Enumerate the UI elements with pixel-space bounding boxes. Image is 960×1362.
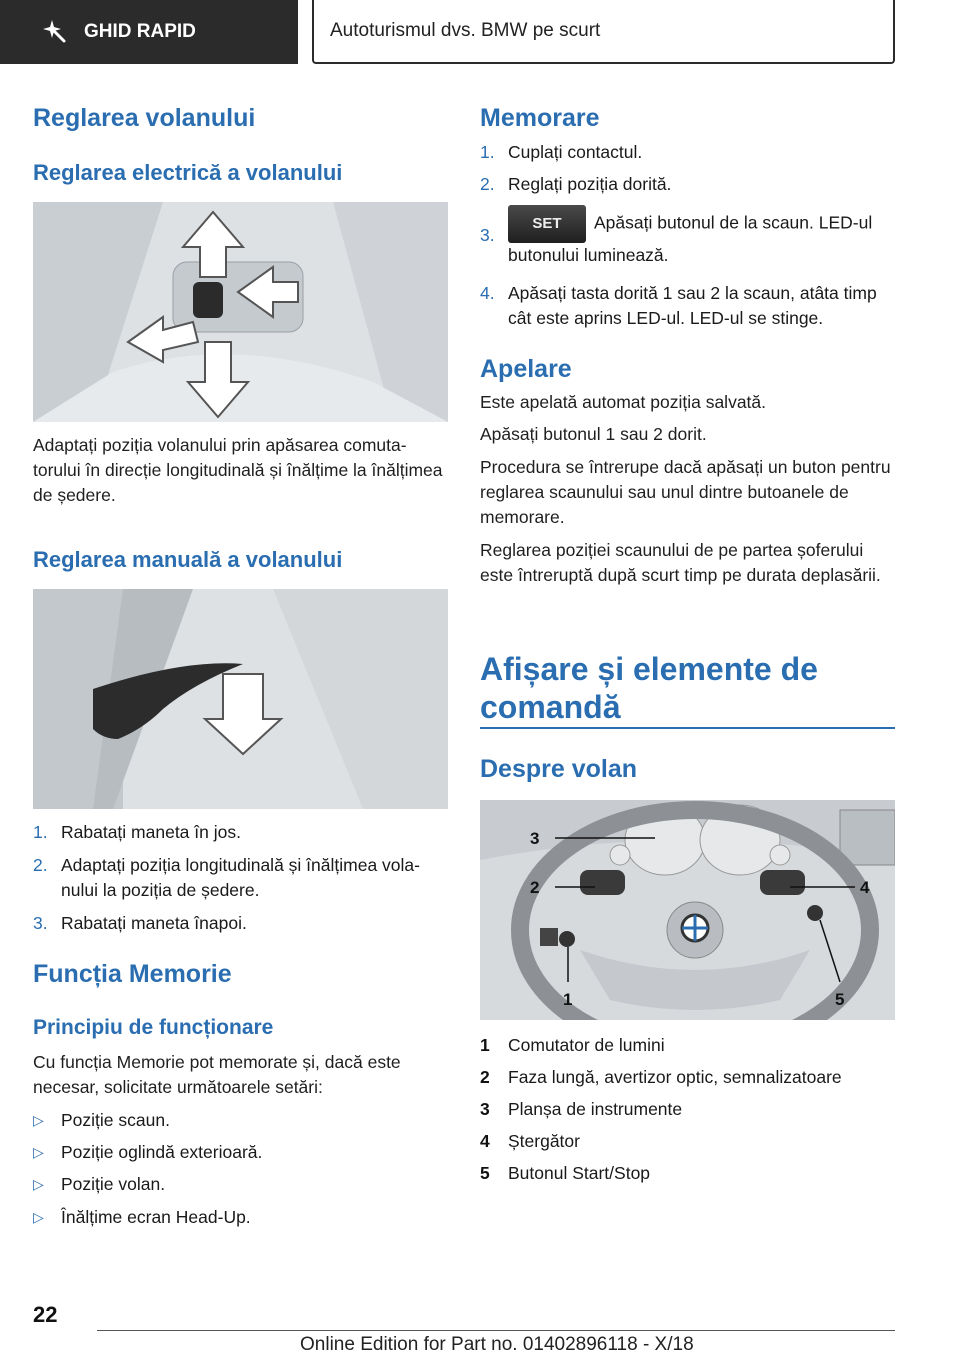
heading-store: Memorare: [480, 104, 600, 132]
recall-text-4: Reglarea poziției scaunului de pe partea șoferului este întreruptă după scurt timp pe durata deplasării.: [480, 540, 881, 585]
list-item: 2. Adaptați poziția longitudinală și înălțimea volanului la poziția de ședere.: [33, 855, 420, 900]
recall-text-1: Este apelată automat poziția salvată.: [480, 392, 767, 412]
list-item: 4 Ștergător: [480, 1131, 580, 1151]
footer-edition: Online Edition for Part no. 01402896118 - X/18: [300, 1334, 694, 1355]
callout-4: 4: [860, 878, 870, 897]
triangle-bullet-icon: ▷: [33, 1112, 44, 1128]
heading-steering-adjust: Reglarea volanului: [33, 104, 256, 132]
quick-guide-tab[interactable]: [0, 0, 298, 64]
steering-wheel-illustration: [480, 800, 895, 1020]
list-item: 4. Apăsați tasta dorită 1 sau 2 la scaun, atâta timp cât este aprins LED-ul. LED-ul se stinge.: [480, 283, 877, 328]
list-item: ▷ Poziție volan.: [33, 1172, 448, 1197]
list-item: 3 Planșa de instrumente: [480, 1099, 683, 1119]
sparkle-icon: [42, 18, 70, 46]
triangle-bullet-icon: ▷: [33, 1176, 44, 1192]
callout-3: 3: [530, 829, 540, 848]
list-item: 3. Rabatați maneta înapoi.: [33, 913, 247, 933]
heading-recall: Apelare: [480, 355, 572, 383]
list-item: 5 Butonul Start/Stop: [480, 1163, 651, 1183]
manual-adjust-illustration: [33, 589, 448, 809]
footer-divider: [97, 1330, 895, 1331]
heading-memory-function: Funcția Memorie: [33, 960, 232, 988]
section-title: Autoturismul dvs. BMW pe scurt: [312, 0, 895, 64]
quick-guide-label: GHID RAPID: [84, 21, 196, 42]
triangle-bullet-icon: ▷: [33, 1209, 44, 1225]
list-item: 2. Reglați poziția dorită.: [480, 174, 672, 194]
set-button-icon: SET: [508, 205, 586, 243]
list-item: ▷ Înălțime ecran Head-Up.: [33, 1205, 448, 1230]
list-item: 3. SET Apăsați butonul de la scaun. LED-ul butonului luminează.: [480, 205, 895, 268]
callout-5: 5: [835, 990, 845, 1009]
list-item: 1 Comutator de lumini: [480, 1035, 665, 1055]
triangle-bullet-icon: ▷: [33, 1144, 44, 1160]
list-item: ▷ Poziție scaun.: [33, 1108, 448, 1133]
callout-2: 2: [530, 878, 540, 897]
list-item: 1. Cuplați contactul.: [480, 142, 643, 162]
list-item: 1. Rabatați maneta în jos.: [33, 822, 241, 842]
heading-display-controls: Afișare și elemente de comandă: [480, 651, 818, 725]
list-item: 2 Faza lungă, avertizor optic, semnalizatoare: [480, 1067, 842, 1087]
principle-text: Cu funcția Memorie pot memorate și, dacă este necesar, solicitate următoarele setări:: [33, 1052, 401, 1097]
heading-principle: Principiu de funcționare: [33, 1016, 274, 1039]
electric-adjust-illustration: [33, 202, 448, 422]
heading-manual-adjust: Reglarea manuală a volanului: [33, 547, 343, 572]
section-divider: [480, 727, 895, 729]
heading-electric-adjust: Reglarea electrică a volanului: [33, 160, 343, 185]
heading-about-wheel: Despre volan: [480, 755, 638, 783]
electric-adjust-text: Adaptați poziția volanului prin apăsarea comutatorului în direcție longitudinală și înălțime la înălțimea de ședere.: [33, 435, 443, 505]
recall-text-3: Procedura se întrerupe dacă apăsați un buton pentru reglarea scaunului sau unul dintre butoanele de memorare.: [480, 457, 891, 527]
list-item: ▷ Poziție oglindă exterioară.: [33, 1140, 448, 1165]
recall-text-2: Apăsați butonul 1 sau 2 dorit.: [480, 424, 707, 444]
page-number: 22: [33, 1302, 58, 1327]
callout-1: 1: [563, 990, 573, 1009]
